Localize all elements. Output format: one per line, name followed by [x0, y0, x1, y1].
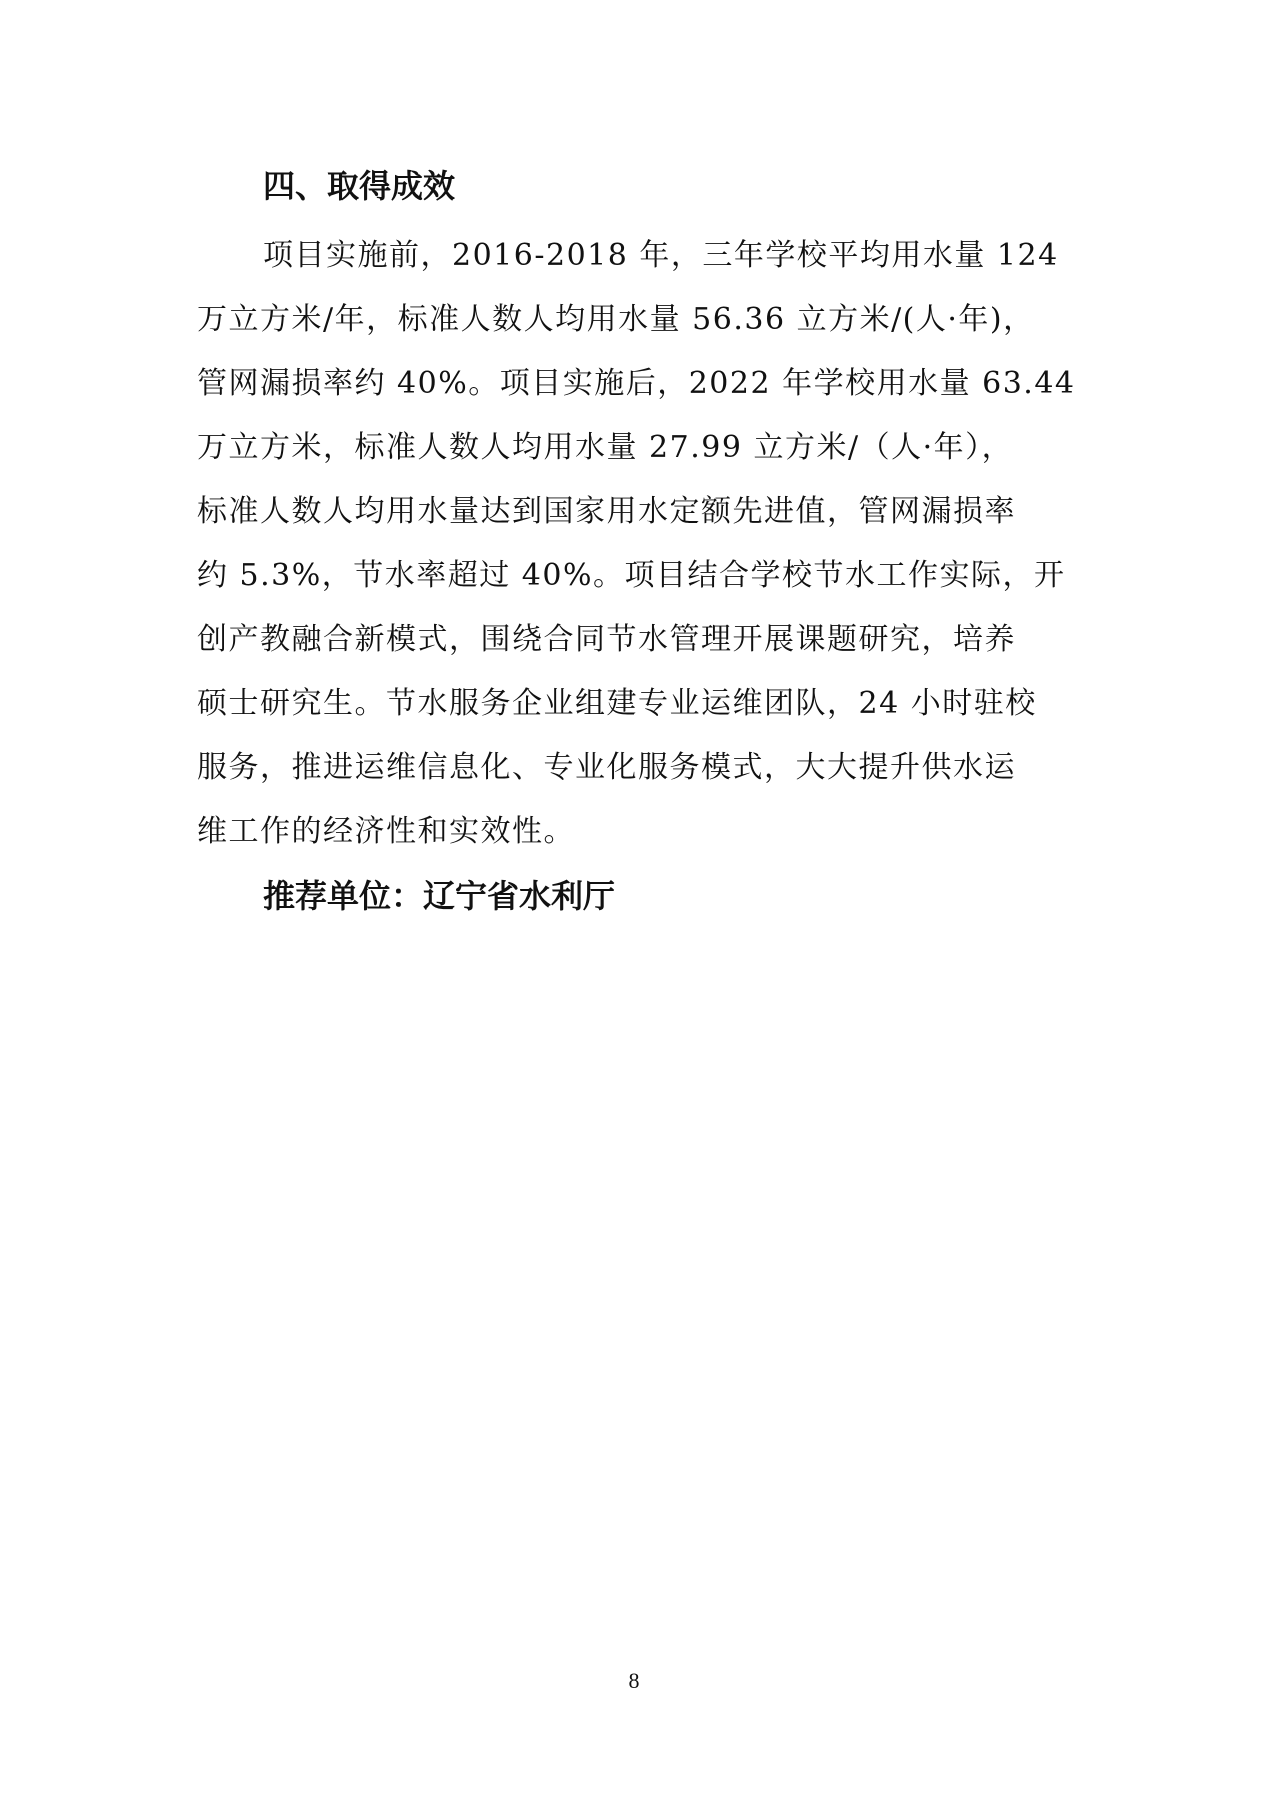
body-line-2: 万立方米/年，标准人数人均用水量 56.36 立方米/(人·年)， — [197, 302, 1035, 337]
section-heading: 四、取得成效 — [263, 167, 456, 205]
body-line-10: 维工作的经济性和实效性。 — [197, 814, 575, 849]
body-line-3: 管网漏损率约 40%。项目实施后，2022 年学校用水量 63.44 — [197, 366, 1076, 401]
body-line-6: 约 5.3%，节水率超过 40%。项目结合学校节水工作实际，开 — [197, 558, 1066, 593]
body-line-1: 项目实施前，2016-2018 年，三年学校平均用水量 124 — [263, 238, 1059, 273]
recommending-unit: 推荐单位：辽宁省水利厅 — [263, 877, 616, 915]
page-number: 8 — [628, 1668, 640, 1693]
body-line-4: 万立方米，标准人数人均用水量 27.99 立方米/（人·年）， — [197, 430, 1014, 465]
body-line-9: 服务，推进运维信息化、专业化服务模式，大大提升供水运 — [197, 750, 1016, 785]
body-line-8: 硕士研究生。节水服务企业组建专业运维团队，24 小时驻校 — [197, 686, 1037, 721]
body-line-7: 创产教融合新模式，围绕合同节水管理开展课题研究，培养 — [197, 622, 1016, 657]
body-line-5: 标准人数人均用水量达到国家用水定额先进值，管网漏损率 — [197, 494, 1016, 529]
